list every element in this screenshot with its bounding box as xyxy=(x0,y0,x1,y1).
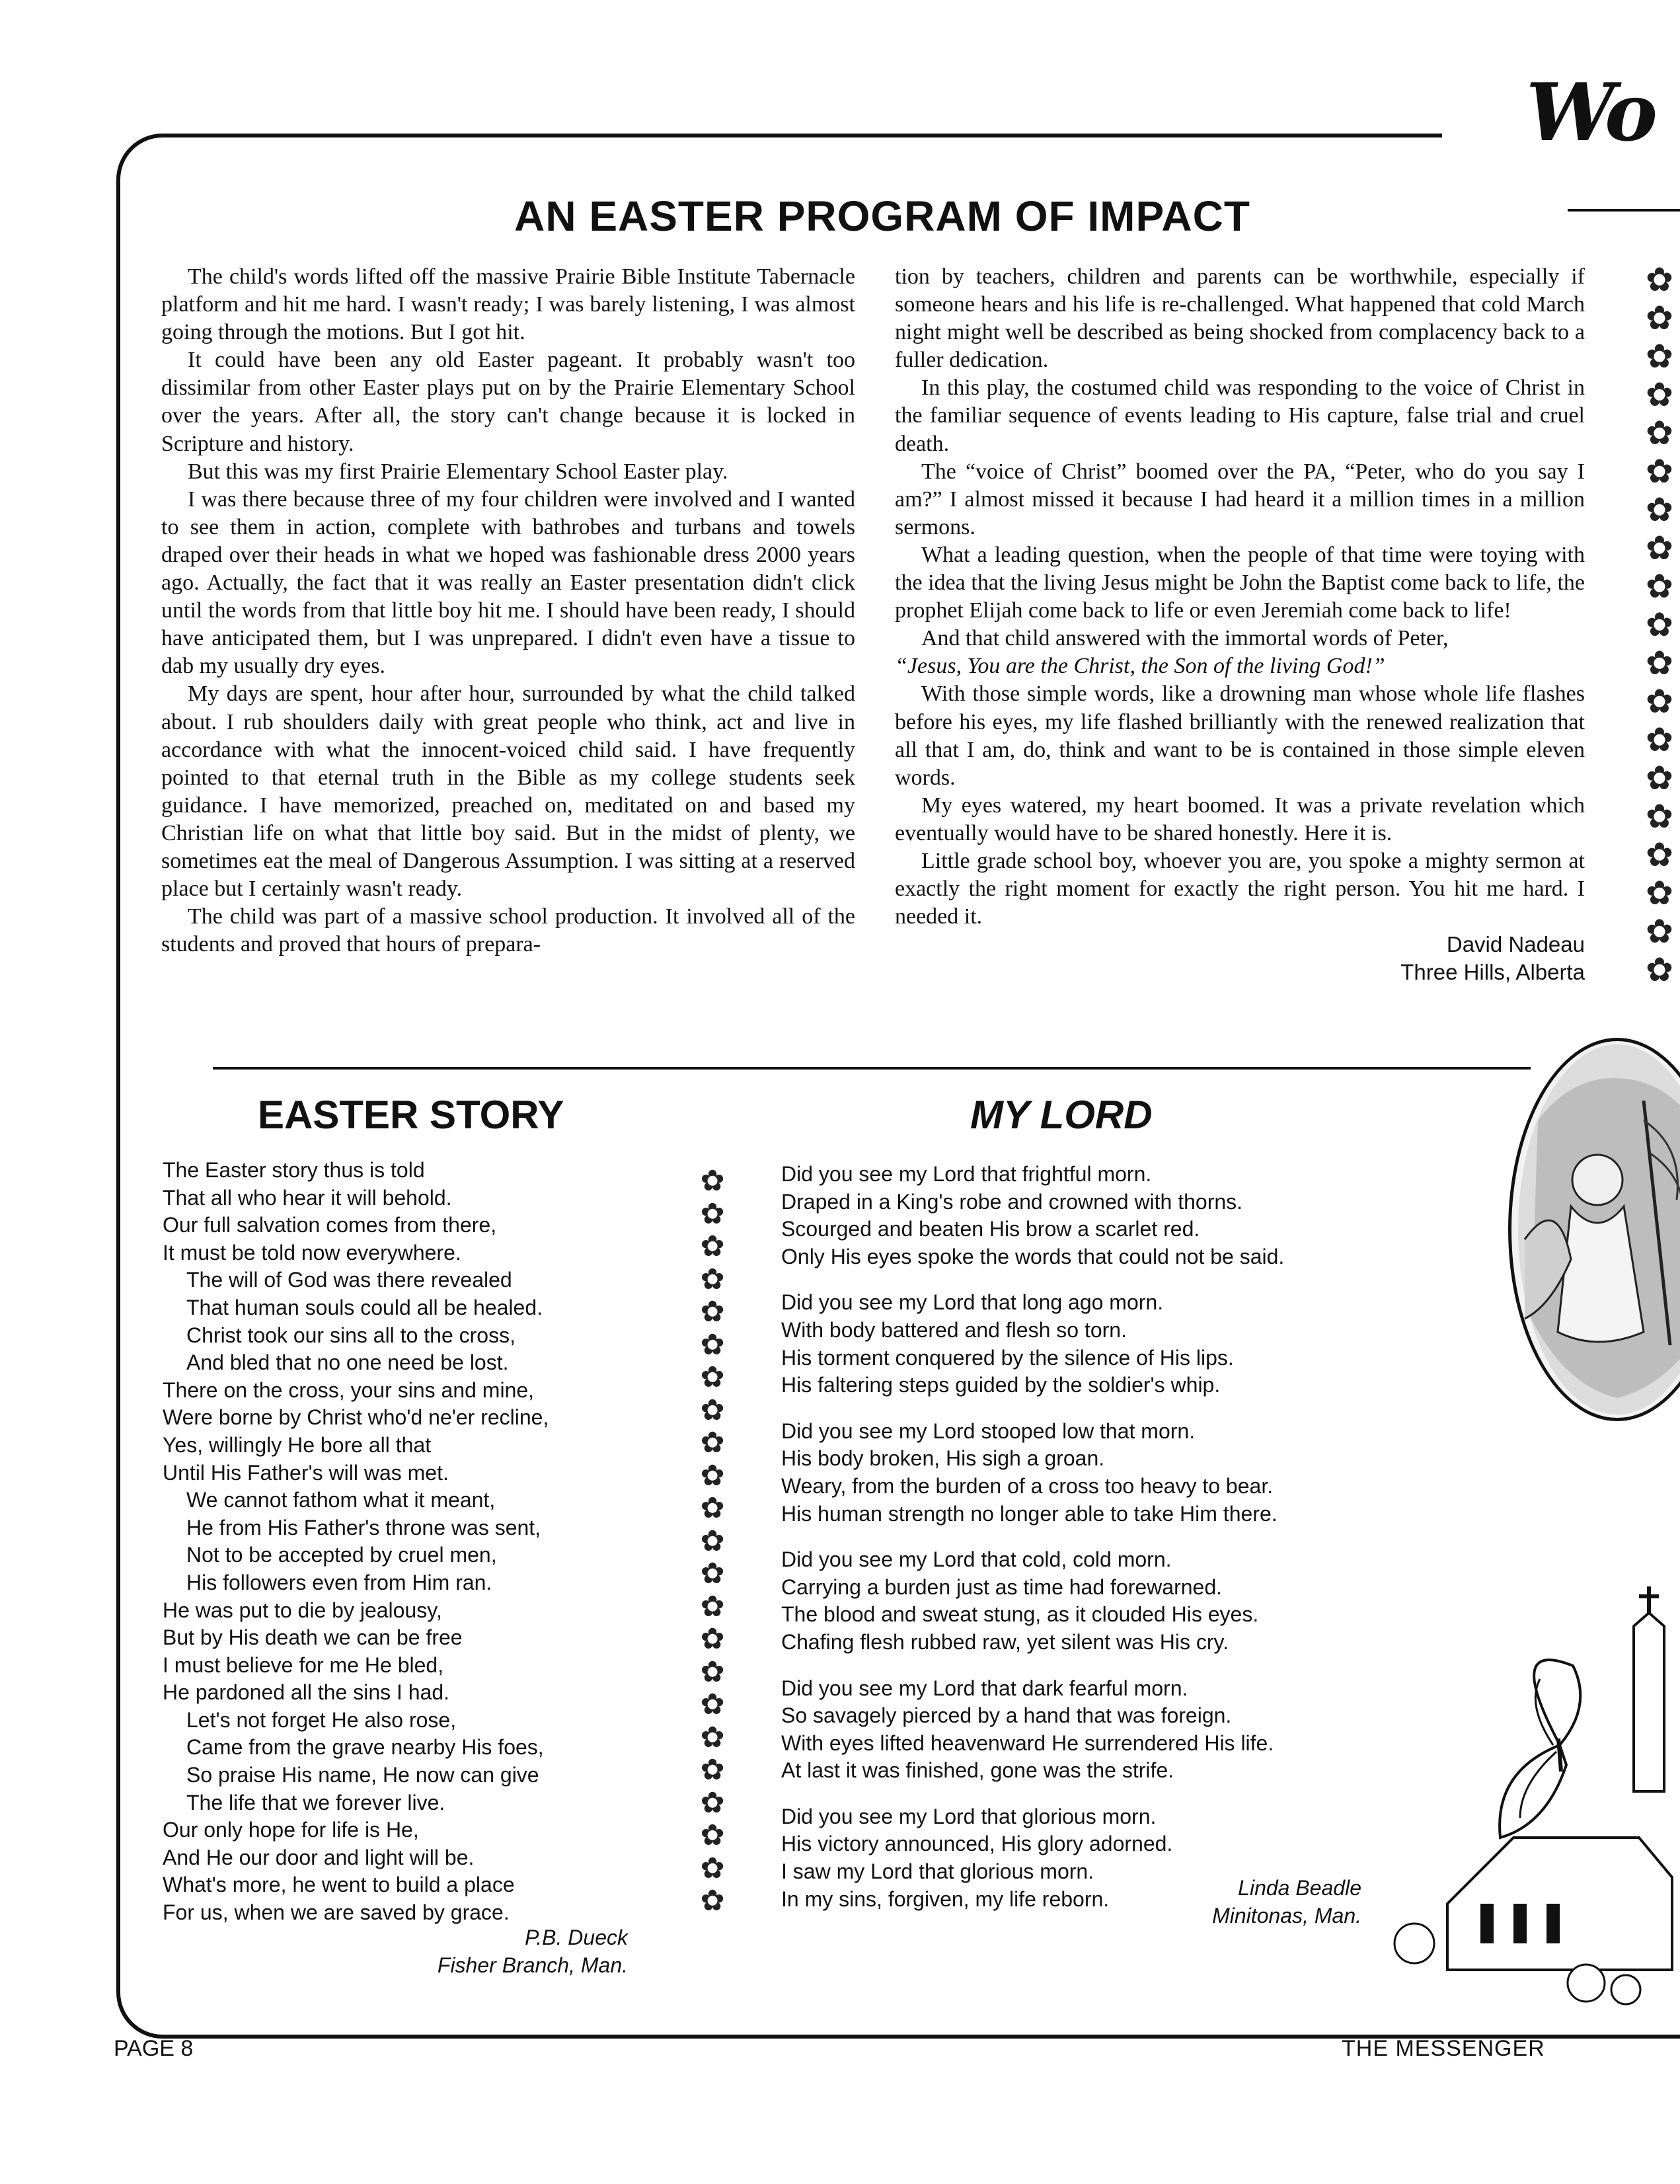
poem-line: The blood and sweat stung, as it clouded His eyes. xyxy=(781,1602,1259,1627)
poem-line: But by His death we can be free xyxy=(163,1625,463,1650)
poem-line: For us, when we are saved by grace. xyxy=(163,1900,510,1925)
lily-icon: ✿ xyxy=(1646,529,1673,566)
poem-line: Did you see my Lord that frightful morn. xyxy=(781,1162,1152,1186)
poem1-signature xyxy=(370,1924,628,1979)
lily-icon: ✿ xyxy=(1646,683,1673,720)
article-paragraph: My days are spent, hour after hour, surrounded by what the child talked about. I rub shoulders daily with great people who think, act and live in accordance with what the innocent-voiced child said. I have frequently pointed to that eternal truth in the Bible as my college students seek guidance. I have memorized, preached on, meditated on and based my Christian life on what that little boy said. But in the midst of plenty, we sometimes eat the meal of Dangerous Assumption. I was sitting at a reserved place but I certainly wasn't ready. xyxy=(161,682,855,902)
article-paragraph-continued: tion by teachers, children and parents can be worthwhile, especially if someone hears and his life is re-challenged. What happened that cold March night might well be described as being shocked from complacency back to a fuller dedication. xyxy=(895,264,1585,373)
poem-line: That all who hear it will behold. xyxy=(163,1185,452,1210)
poem-line: Did you see my Lord that dark fearful morn. xyxy=(781,1676,1188,1700)
article-paragraph: The child was part of a massive school production. It involved all of the students and proved that hours of prepara- xyxy=(161,904,855,957)
poem-line: Did you see my Lord that long ago morn. xyxy=(781,1290,1164,1315)
poem-line: Yes, willingly He bore all that xyxy=(163,1432,432,1457)
poem-line: Were borne by Christ who'd ne'er recline, xyxy=(163,1405,549,1430)
poem-line: Not to be accepted by cruel men, xyxy=(186,1543,497,1567)
lily-icon: ✿ xyxy=(700,1852,725,1885)
poem-line: I saw my Lord that glorious morn. xyxy=(781,1859,1094,1884)
article-paragraph: Little grade school boy, whoever you are, you spoke a mighty sermon at exactly the right moment for exactly the right person. You hit me hard. I needed it. xyxy=(895,848,1585,929)
lily-icon: ✿ xyxy=(1646,338,1673,375)
article-paragraph: In this play, the costumed child was responding to the voice of Christ in the familiar sequence of events leading to His capture, false trial and cruel death. xyxy=(895,375,1585,456)
lily-icon: ✿ xyxy=(700,1885,725,1917)
poem2-signature xyxy=(1124,1874,1361,1930)
poem-stanza xyxy=(781,1418,1284,1528)
lily-icon: ✿ xyxy=(1646,568,1673,605)
lily-icon: ✿ xyxy=(1646,951,1673,988)
article-author-location: Three Hills, Alberta xyxy=(1400,960,1585,985)
lily-icon: ✿ xyxy=(700,1459,725,1492)
poem-line: He from His Father's throne was sent, xyxy=(186,1515,541,1540)
poem-line: His faltering steps guided by the soldier's whip. xyxy=(781,1373,1221,1397)
article-paragraph: And that child answered with the immortal words of Peter, xyxy=(921,626,1449,651)
lily-icon: ✿ xyxy=(1646,606,1673,643)
article-quote: “Jesus, You are the Christ, the Son of the living God!” xyxy=(895,654,1385,679)
poem-line: Came from the grave nearby His foes, xyxy=(186,1735,544,1760)
article-column-right xyxy=(895,263,1585,986)
article-paragraph: It could have been any old Easter pageant. It probably wasn't too dissimilar from other Easter plays put on by the Prairie Elementary School over the years. After all, the story can't change because it is locked in Scripture and history. xyxy=(161,348,855,456)
poem-line: The Easter story thus is told xyxy=(163,1158,425,1182)
poem-stanza xyxy=(781,1161,1284,1270)
article-paragraph: My eyes watered, my heart boomed. It was a private revelation which eventually would have to be shared honestly. Here it is. xyxy=(895,793,1585,845)
lily-icon: ✿ xyxy=(700,1754,725,1786)
publication-name: THE MESSENGER xyxy=(1342,2036,1545,2061)
lily-icon: ✿ xyxy=(1646,376,1673,413)
poem-stanza xyxy=(781,1289,1284,1399)
poem-stanza xyxy=(781,1546,1284,1656)
poem-line: We cannot fathom what it meant, xyxy=(186,1488,496,1512)
church-butterfly-drawing xyxy=(1388,1573,1680,2009)
lily-icon: ✿ xyxy=(1646,299,1673,336)
poem1-author: P.B. Dueck xyxy=(525,1926,628,1949)
lily-border-center xyxy=(693,1165,732,1918)
lily-icon: ✿ xyxy=(700,1557,725,1590)
poem-line: And bled that no one need be lost. xyxy=(186,1350,509,1375)
lily-icon: ✿ xyxy=(700,1655,725,1688)
poem-line: And He our door and light will be. xyxy=(163,1845,475,1869)
page-number: PAGE 8 xyxy=(114,2036,194,2061)
poem-line: Let's not forget He also rose, xyxy=(186,1707,457,1732)
poem-line: His followers even from Him ran. xyxy=(186,1570,492,1594)
lily-icon: ✿ xyxy=(700,1263,725,1296)
lily-border-right xyxy=(1639,260,1680,989)
poem-line: Draped in a King's robe and crowned with thorns. xyxy=(781,1189,1243,1214)
poem-stanza xyxy=(781,1675,1284,1785)
lily-icon: ✿ xyxy=(1646,798,1673,835)
lily-icon: ✿ xyxy=(700,1361,725,1393)
poem-line: His victory announced, His glory adorned. xyxy=(781,1832,1173,1856)
poem-line: With body battered and flesh so torn. xyxy=(781,1317,1127,1342)
poem-line: His body broken, His sigh a groan. xyxy=(781,1446,1105,1471)
poem1-location: Fisher Branch, Man. xyxy=(437,1953,628,1977)
poem-line: His human strength no longer able to take Him there. xyxy=(781,1501,1278,1526)
section-logo-text: Wo xyxy=(1525,66,1654,159)
lily-icon: ✿ xyxy=(1646,760,1673,797)
church-butterfly-illustration xyxy=(1388,1573,1680,2009)
poem-line: The will of God was there revealed xyxy=(186,1268,512,1292)
poem2-author: Linda Beadle xyxy=(1238,1876,1361,1900)
poem-line: Only His eyes spoke the words that could not be said. xyxy=(781,1244,1285,1268)
poem-title-easter-story: EASTER STORY xyxy=(258,1093,564,1137)
poem-line: Did you see my Lord that cold, cold morn. xyxy=(781,1547,1172,1572)
poem-line: So savagely pierced by a hand that was foreign. xyxy=(781,1703,1232,1728)
lily-icon: ✿ xyxy=(700,1721,725,1754)
article-author: David Nadeau xyxy=(1446,932,1585,957)
lily-icon: ✿ xyxy=(700,1786,725,1819)
poem-line: I must believe for me He bled, xyxy=(163,1653,444,1677)
lily-icon: ✿ xyxy=(700,1426,725,1459)
poem-line: Chafing flesh rubbed raw, yet silent was His cry. xyxy=(781,1629,1229,1654)
poem-title-my-lord: MY LORD xyxy=(970,1093,1153,1137)
lily-icon: ✿ xyxy=(700,1524,725,1557)
lily-icon: ✿ xyxy=(700,1230,725,1263)
section-logo xyxy=(1442,66,1680,159)
poem-line: Our full salvation comes from there, xyxy=(163,1213,497,1237)
lily-icon: ✿ xyxy=(1646,875,1673,912)
poem-line: His torment conquered by the silence of His lips. xyxy=(781,1345,1234,1370)
poem-line: He pardoned all the sins I had. xyxy=(163,1680,450,1705)
poem-line: In my sins, forgiven, my life reborn. xyxy=(781,1887,1110,1911)
article-paragraph: The child's words lifted off the massive Prairie Bible Institute Tabernacle platform and hit me hard. I wasn't ready; I was barely listening, I was almost going through the motions. But I got hit. xyxy=(161,264,855,345)
article-paragraph: The “voice of Christ” boomed over the PA, “Peter, who do you say I am?” I almost missed it because I had heard it a million times in a million sermons. xyxy=(895,459,1585,539)
poem-line: So praise His name, He now can give xyxy=(186,1763,539,1787)
poem-line: The life that we forever live. xyxy=(186,1790,445,1814)
lily-icon: ✿ xyxy=(700,1688,725,1721)
poem-my-lord xyxy=(781,1161,1284,1931)
lily-icon: ✿ xyxy=(700,1819,725,1852)
article-title: AN EASTER PROGRAM OF IMPACT xyxy=(514,192,1250,240)
lily-icon: ✿ xyxy=(1646,721,1673,758)
lily-icon: ✿ xyxy=(700,1393,725,1426)
poem-line: With eyes lifted heavenward He surrendered His life. xyxy=(781,1731,1274,1755)
lily-icon: ✿ xyxy=(1646,644,1673,682)
lily-icon: ✿ xyxy=(1646,913,1673,950)
lily-icon: ✿ xyxy=(700,1492,725,1524)
lily-icon: ✿ xyxy=(700,1296,725,1328)
lily-icon: ✿ xyxy=(1646,261,1673,298)
poem2-location: Minitonas, Man. xyxy=(1212,1904,1361,1928)
poem-line: Did you see my Lord that glorious morn. xyxy=(781,1804,1157,1828)
lily-icon: ✿ xyxy=(700,1197,725,1230)
poem-line: He was put to die by jealousy, xyxy=(163,1598,442,1622)
poem-line: Scourged and beaten His brow a scarlet red. xyxy=(781,1217,1200,1241)
lily-icon: ✿ xyxy=(700,1165,725,1197)
lily-icon: ✿ xyxy=(1646,491,1673,528)
lily-icon: ✿ xyxy=(700,1328,725,1361)
section-divider xyxy=(213,1067,1531,1070)
article-paragraph: I was there because three of my four children were involved and I wanted to see them in action, complete with bathrobes and turbans and towels draped over their heads in what we hoped was fashionable dress 2000 years ago. Actually, the fact that it was really an Easter presentation didn't click until the words from that little boy hit me. I should have been ready, I should have anticipated them, but I was unprepared. I didn't even have a tissue to dab my usually dry eyes. xyxy=(161,487,855,679)
poem-line: What's more, he went to build a place xyxy=(163,1873,515,1897)
lily-icon: ✿ xyxy=(1646,453,1673,490)
poem-line: Christ took our sins all to the cross, xyxy=(186,1323,515,1347)
lily-icon: ✿ xyxy=(1646,414,1673,451)
article-paragraph: But this was my first Prairie Elementary School Easter play. xyxy=(188,459,728,484)
poem-line: Until His Father's will was met. xyxy=(163,1460,449,1485)
poem-line: Weary, from the burden of a cross too heavy to bear. xyxy=(781,1473,1274,1498)
lily-icon: ✿ xyxy=(700,1623,725,1655)
poem-line: At last it was finished, gone was the strife. xyxy=(781,1758,1174,1783)
article-paragraph: What a leading question, when the people of that time were toying with the idea that the living Jesus might be John the Baptist come back to life, the prophet Elijah come back to life or even Jeremiah come back to life! xyxy=(895,542,1585,623)
poem-line: Our only hope for life is He, xyxy=(163,1818,419,1842)
article-paragraph: With those simple words, like a drowning man whose whole life flashes before his eyes, my life flashed brilliantly with the renewed realization that all that I am, do, think and want to be is contained in those simple eleven words. xyxy=(895,682,1585,790)
lily-icon: ✿ xyxy=(700,1590,725,1623)
article-column-left xyxy=(161,263,855,958)
poem-line: Did you see my Lord stooped low that morn. xyxy=(781,1419,1196,1443)
poem-easter-story xyxy=(163,1157,549,1927)
poem-line: That human souls could all be healed. xyxy=(186,1295,543,1319)
lily-icon: ✿ xyxy=(1646,836,1673,873)
poem-line: It must be told now everywhere. xyxy=(163,1240,461,1265)
poem-line: Carrying a burden just as time had forewarned. xyxy=(781,1575,1223,1599)
poem-line: There on the cross, your sins and mine, xyxy=(163,1378,535,1402)
